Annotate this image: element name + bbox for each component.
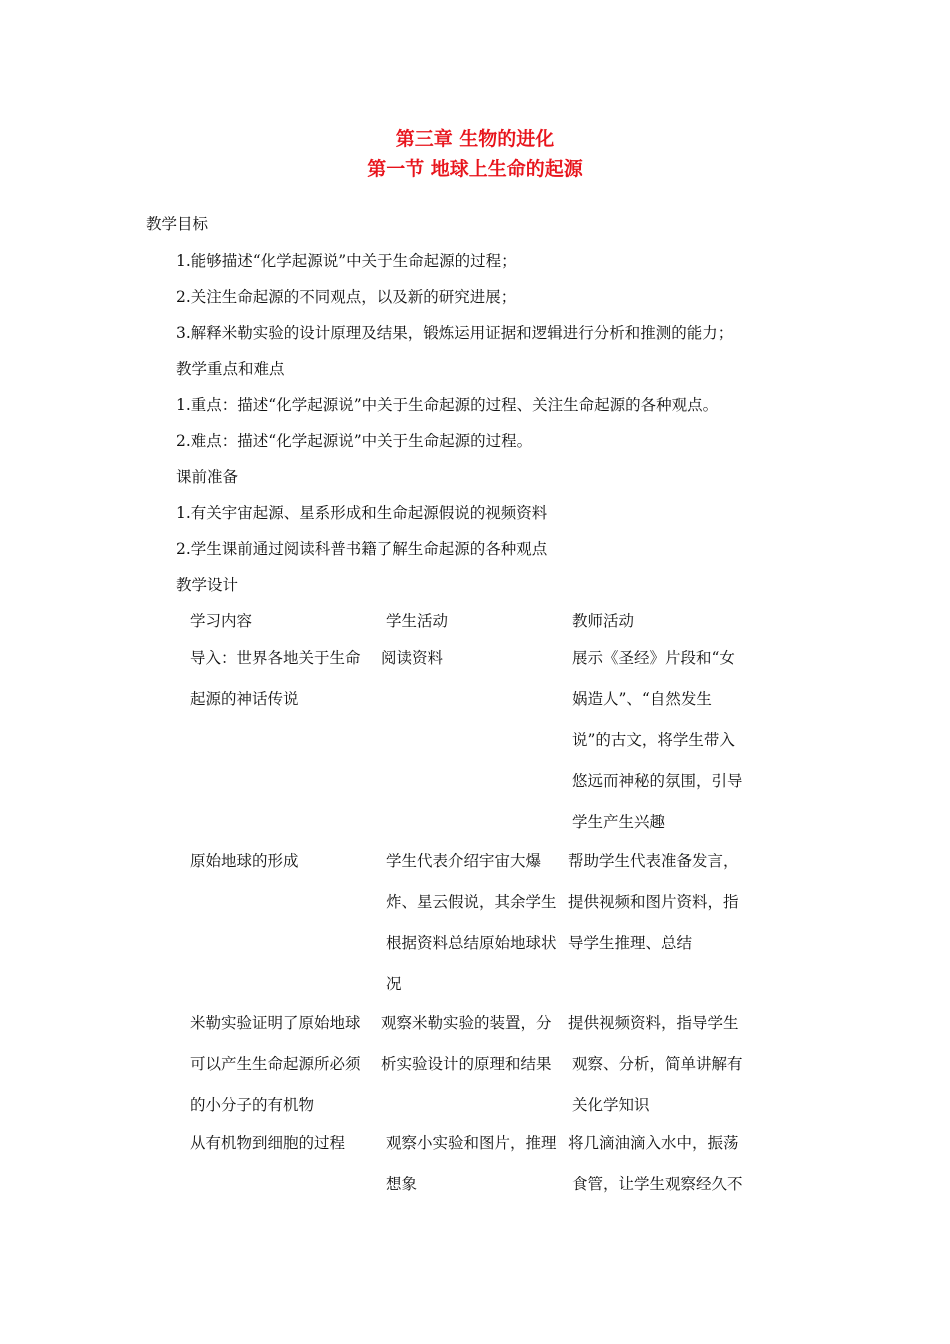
objective-item-3: 3.解释米勒实验的设计原理及结果，锻炼运用证据和逻辑进行分析和推测的能力；	[176, 324, 734, 342]
row-content-line: 导入：世界各地关于生命	[190, 649, 361, 667]
row-teacher-line: 提供视频和图片资料，指	[568, 893, 739, 911]
row-teacher-line: 悠远而神秘的氛围，引导	[572, 772, 743, 790]
row-teacher-line: 食管，让学生观察经久不	[572, 1175, 743, 1193]
preparation-item-2: 2.学生课前通过阅读科普书籍了解生命起源的各种观点	[176, 540, 548, 558]
row-teacher-line: 关化学知识	[572, 1096, 650, 1114]
row-teacher-line: 帮助学生代表准备发言，	[568, 852, 739, 870]
row-student-line: 阅读资料	[381, 649, 444, 667]
row-teacher-line: 提供视频资料，指导学生	[568, 1014, 739, 1032]
row-teacher-line: 学生产生兴趣	[572, 813, 666, 831]
row-content-line: 从有机物到细胞的过程	[190, 1134, 346, 1152]
column-header-content: 学习内容	[190, 612, 253, 630]
row-teacher-line: 展示《圣经》片段和“女	[572, 649, 735, 667]
preparation-item-1: 1.有关宇宙起源、星系形成和生命起源假说的视频资料	[176, 504, 548, 522]
key-point-item-1: 1.重点：描述“化学起源说”中关于生命起源的过程、关注生命起源的各种观点。	[176, 396, 719, 414]
row-student-line: 炸、星云假说，其余学生	[386, 893, 557, 911]
row-content-line: 米勒实验证明了原始地球	[190, 1014, 361, 1032]
objective-item-2: 2.关注生命起源的不同观点，以及新的研究进展；	[176, 288, 517, 306]
key-point-item-2: 2.难点：描述“化学起源说”中关于生命起源的过程。	[176, 432, 533, 450]
column-header-teacher: 教师活动	[572, 612, 635, 630]
row-student-line: 观察小实验和图片，推理	[386, 1134, 557, 1152]
row-content-line: 可以产生生命起源所必须	[190, 1055, 361, 1073]
row-teacher-line: 说”的古文，将学生带入	[572, 731, 735, 749]
row-content-line: 原始地球的形成	[190, 852, 299, 870]
row-teacher-line: 娲造人”、“自然发生	[572, 690, 712, 708]
row-student-line: 观察米勒实验的装置，分	[381, 1014, 552, 1032]
row-student-line: 想象	[386, 1175, 418, 1193]
chapter-title: 第三章 生物的进化	[395, 128, 555, 150]
row-student-line: 况	[386, 975, 402, 993]
objectives-heading: 教学目标	[146, 215, 209, 233]
row-content-line: 的小分子的有机物	[190, 1096, 315, 1114]
row-student-line: 析实验设计的原理和结果	[381, 1055, 552, 1073]
row-student-line: 学生代表介绍宇宙大爆	[386, 852, 542, 870]
objective-item-1: 1.能够描述“化学起源说”中关于生命起源的过程；	[176, 252, 517, 270]
key-points-heading: 教学重点和难点	[176, 360, 285, 378]
section-title: 第一节 地球上生命的起源	[367, 158, 583, 180]
row-teacher-line: 导学生推理、总结	[568, 934, 693, 952]
row-content-line: 起源的神话传说	[190, 690, 299, 708]
design-heading: 教学设计	[176, 576, 239, 594]
row-teacher-line: 观察、分析，简单讲解有	[572, 1055, 743, 1073]
column-header-student: 学生活动	[386, 612, 449, 630]
row-student-line: 根据资料总结原始地球状	[386, 934, 557, 952]
preparation-heading: 课前准备	[176, 468, 239, 486]
row-teacher-line: 将几滴油滴入水中，振荡	[568, 1134, 739, 1152]
